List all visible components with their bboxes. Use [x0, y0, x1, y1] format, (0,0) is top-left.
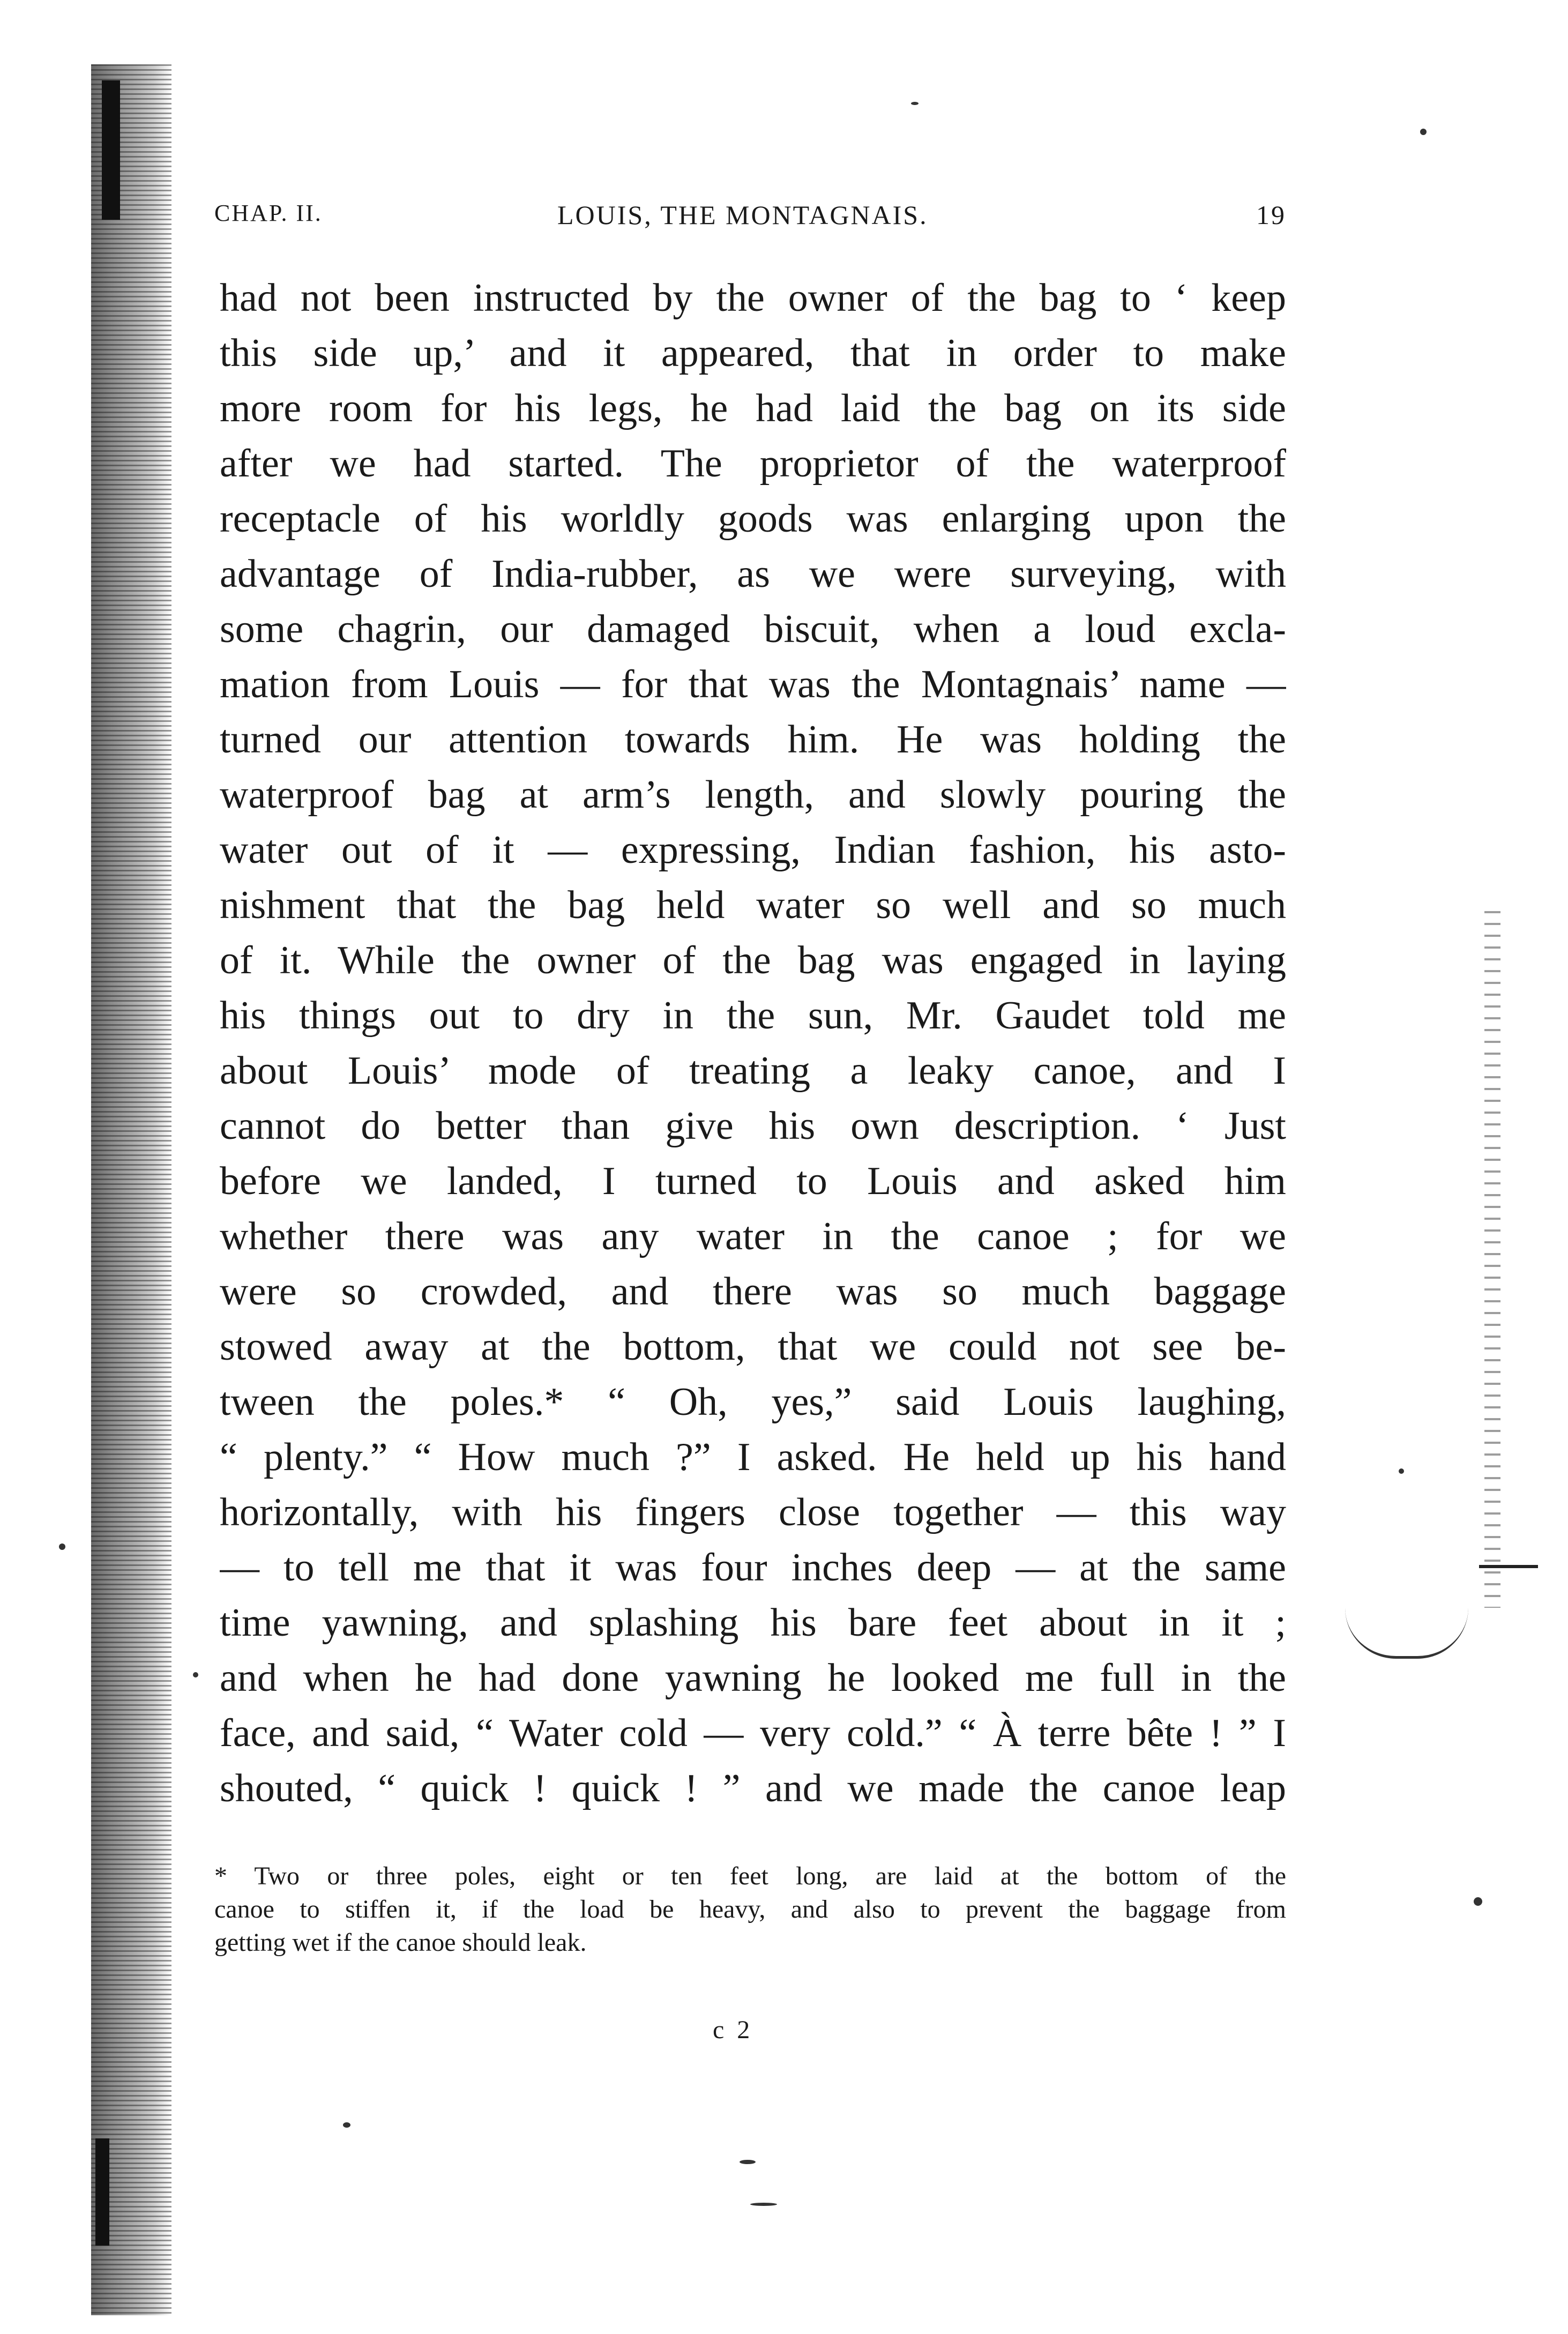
text-line: horizontally, with his fingers close together — this way — [220, 1490, 1286, 1534]
body-text — [220, 271, 1286, 1825]
facing-page-mark — [1479, 1565, 1538, 1568]
text-line: and when he had done yawning he looked me full in the — [220, 1656, 1286, 1700]
text-line: — to tell me that it was four inches deep — at the same — [220, 1546, 1286, 1590]
footnote — [214, 1860, 1286, 1959]
text-line: shouted, “ quick ! quick ! ” and we made the canoe leap — [220, 1766, 1286, 1810]
scan-speck — [1474, 1897, 1482, 1906]
signature-mark: c 2 — [713, 2016, 753, 2044]
text-line: more room for his legs, he had laid the bag on its side — [220, 386, 1286, 430]
text-line: whether there was any water in the canoe ; for we — [220, 1214, 1286, 1258]
footnote-line: * Two or three poles, eight or ten feet long, are laid at the bottom of the — [214, 1862, 1286, 1890]
binding-shadow-top — [102, 80, 120, 220]
text-line: receptacle of his worldly goods was enlarging upon the — [220, 497, 1286, 541]
text-line: turned our attention towards him. He was holding the — [220, 718, 1286, 762]
text-line: water out of it — expressing, Indian fashion, his asto- — [220, 828, 1286, 872]
text-line: advantage of India-rubber, as we were surveying, with — [220, 552, 1286, 596]
text-line: before we landed, I turned to Louis and asked him — [220, 1159, 1286, 1203]
text-line: “ plenty.” “ How much ?” I asked. He held up his hand — [220, 1435, 1286, 1479]
running-header — [214, 199, 1286, 237]
text-line: after we had started. The proprietor of the waterproof — [220, 442, 1286, 486]
chapter-label: CHAP. II. — [214, 200, 323, 226]
text-line: cannot do better than give his own description. ‘ Just — [220, 1104, 1286, 1148]
scan-speck — [59, 1543, 65, 1550]
text-line: stowed away at the bottom, that we could not see be- — [220, 1325, 1286, 1369]
text-line: face, and said, “ Water cold — very cold.” “ À terre bête ! ” I — [220, 1711, 1286, 1755]
page-number: 19 — [1256, 200, 1286, 230]
facing-page-edge — [1484, 911, 1500, 1608]
text-line: some chagrin, our damaged biscuit, when a loud excla- — [220, 607, 1286, 651]
text-line: this side up,’ and it appeared, that in order to make — [220, 331, 1286, 375]
scan-speck — [343, 2122, 350, 2128]
text-line: had not been instructed by the owner of the bag to ‘ keep — [220, 276, 1286, 320]
text-line: were so crowded, and there was so much baggage — [220, 1270, 1286, 1314]
text-line: about Louis’ mode of treating a leaky canoe, and I — [220, 1049, 1286, 1093]
text-line: mation from Louis — for that was the Montagnais’ name — — [220, 662, 1286, 706]
scan-speck — [1399, 1468, 1404, 1474]
scan-speck — [740, 2160, 756, 2164]
text-line: waterproof bag at arm’s length, and slowly pouring the — [220, 773, 1286, 817]
text-line: tween the poles.* “ Oh, yes,” said Louis laughing, — [220, 1380, 1286, 1424]
footnote-line: canoe to stiffen it, if the load be heavy, and also to prevent the baggage from — [214, 1895, 1286, 1923]
facing-page-curve — [1345, 1608, 1468, 1659]
text-line: nishment that the bag held water so well and so much — [220, 883, 1286, 927]
running-title: LOUIS, THE MONTAGNAIS. — [557, 200, 928, 230]
text-line: of it. While the owner of the bag was engaged in laying — [220, 938, 1286, 982]
scanned-binding-edge — [91, 64, 171, 2315]
scan-speck — [911, 102, 919, 105]
scan-speck — [193, 1672, 198, 1677]
binding-shadow-bottom — [95, 2138, 109, 2246]
scan-speck — [750, 2203, 777, 2206]
text-line: his things out to dry in the sun, Mr. Gaudet told me — [220, 994, 1286, 1038]
scan-speck — [1420, 129, 1427, 135]
footnote-line: getting wet if the canoe should leak. — [214, 1928, 587, 1957]
text-line: time yawning, and splashing his bare feet about in it ; — [220, 1601, 1286, 1645]
